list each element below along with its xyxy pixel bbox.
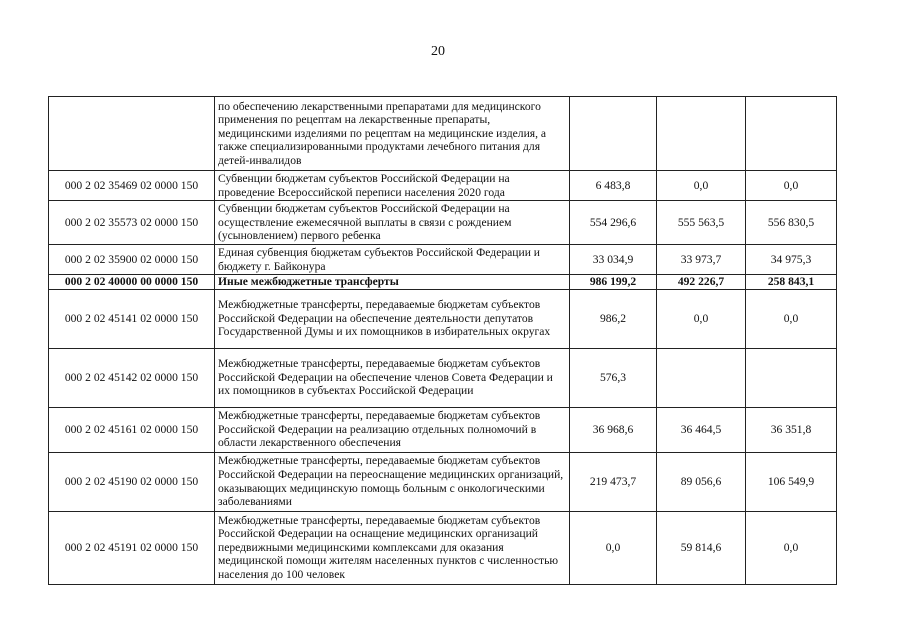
description-cell: Субвенции бюджетам субъектов Российской Федерации на осуществление ежемесячной выплаты в связи с рождением (усыновлением) первого ребенка <box>215 201 570 245</box>
budget-code-cell: 000 2 02 45190 02 0000 150 <box>49 452 215 511</box>
value-2021-cell <box>657 348 746 407</box>
value-2020-cell <box>570 97 657 171</box>
value-2020-cell: 554 296,6 <box>570 201 657 245</box>
value-2021-cell: 0,0 <box>657 171 746 201</box>
description-cell: Единая субвенция бюджетам субъектов Российской Федерации и бюджету г. Байконура <box>215 245 570 275</box>
description-cell: Межбюджетные трансферты, передаваемые бюджетам субъектов Российской Федерации на оснащение медицинских организаций передвижными медицинскими комплексами для оказания медицинской помощи жителям населенных пунктов с численностью населения до 100 человек <box>215 511 570 584</box>
table-row <box>49 201 837 245</box>
description-cell: Межбюджетные трансферты, передаваемые бюджетам субъектов Российской Федерации на реализацию отдельных полномочий в области лекарственного обеспечения <box>215 407 570 452</box>
value-2021-cell: 36 464,5 <box>657 407 746 452</box>
value-2022-cell: 0,0 <box>746 511 837 584</box>
value-2021-cell: 33 973,7 <box>657 245 746 275</box>
value-2021-cell: 555 563,5 <box>657 201 746 245</box>
budget-code-cell: 000 2 02 45141 02 0000 150 <box>49 289 215 348</box>
table-row <box>49 289 837 348</box>
value-2021-cell: 59 814,6 <box>657 511 746 584</box>
budget-table-body <box>49 97 837 585</box>
value-2022-cell: 0,0 <box>746 289 837 348</box>
page-number: 20 <box>431 44 445 59</box>
value-2020-cell: 33 034,9 <box>570 245 657 275</box>
budget-code-cell: 000 2 02 45191 02 0000 150 <box>49 511 215 584</box>
table-row <box>49 511 837 584</box>
description-cell: по обеспечению лекарственными препаратами для медицинского применения по рецептам на лекарственные препараты, медицинскими изделиями по рецептам на медицинские изделия, а также специализированными продуктами лечебного питания для детей-инвалидов <box>215 97 570 171</box>
value-2021-cell: 0,0 <box>657 289 746 348</box>
budget-code-cell <box>49 97 215 171</box>
table-row <box>49 245 837 275</box>
value-2020-cell: 576,3 <box>570 348 657 407</box>
budget-code-cell: 000 2 02 35469 02 0000 150 <box>49 171 215 201</box>
table-row <box>49 97 837 171</box>
value-2020-cell: 0,0 <box>570 511 657 584</box>
value-2022-cell: 0,0 <box>746 171 837 201</box>
value-2022-cell: 258 843,1 <box>746 275 837 290</box>
value-2022-cell: 36 351,8 <box>746 407 837 452</box>
budget-code-cell: 000 2 02 45142 02 0000 150 <box>49 348 215 407</box>
table-row <box>49 348 837 407</box>
value-2022-cell: 106 549,9 <box>746 452 837 511</box>
description-cell: Иные межбюджетные трансферты <box>215 275 570 290</box>
description-cell: Межбюджетные трансферты, передаваемые бюджетам субъектов Российской Федерации на обеспечение членов Совета Федерации и их помощников в субъектах Российской Федерации <box>215 348 570 407</box>
value-2020-cell: 6 483,8 <box>570 171 657 201</box>
value-2020-cell: 36 968,6 <box>570 407 657 452</box>
value-2020-cell: 986,2 <box>570 289 657 348</box>
value-2020-cell: 986 199,2 <box>570 275 657 290</box>
budget-code-cell: 000 2 02 35573 02 0000 150 <box>49 201 215 245</box>
table-row <box>49 171 837 201</box>
value-2022-cell: 556 830,5 <box>746 201 837 245</box>
value-2021-cell: 492 226,7 <box>657 275 746 290</box>
budget-code-cell: 000 2 02 35900 02 0000 150 <box>49 245 215 275</box>
value-2022-cell: 34 975,3 <box>746 245 837 275</box>
value-2021-cell: 89 056,6 <box>657 452 746 511</box>
table-row <box>49 407 837 452</box>
description-cell: Межбюджетные трансферты, передаваемые бюджетам субъектов Российской Федерации на обеспечение деятельности депутатов Государственной Думы и их помощников в избирательных округах <box>215 289 570 348</box>
value-2022-cell <box>746 348 837 407</box>
table-row <box>49 275 837 290</box>
budget-code-cell: 000 2 02 40000 00 0000 150 <box>49 275 215 290</box>
value-2020-cell: 219 473,7 <box>570 452 657 511</box>
table-row <box>49 452 837 511</box>
description-cell: Субвенции бюджетам субъектов Российской Федерации на проведение Всероссийской переписи населения 2020 года <box>215 171 570 201</box>
value-2022-cell <box>746 97 837 171</box>
budget-code-cell: 000 2 02 45161 02 0000 150 <box>49 407 215 452</box>
budget-table <box>48 96 837 585</box>
description-cell: Межбюджетные трансферты, передаваемые бюджетам субъектов Российской Федерации на переоснащение медицинских организаций, оказывающих медицинскую помощь больным с онкологическими заболеваниями <box>215 452 570 511</box>
value-2021-cell <box>657 97 746 171</box>
